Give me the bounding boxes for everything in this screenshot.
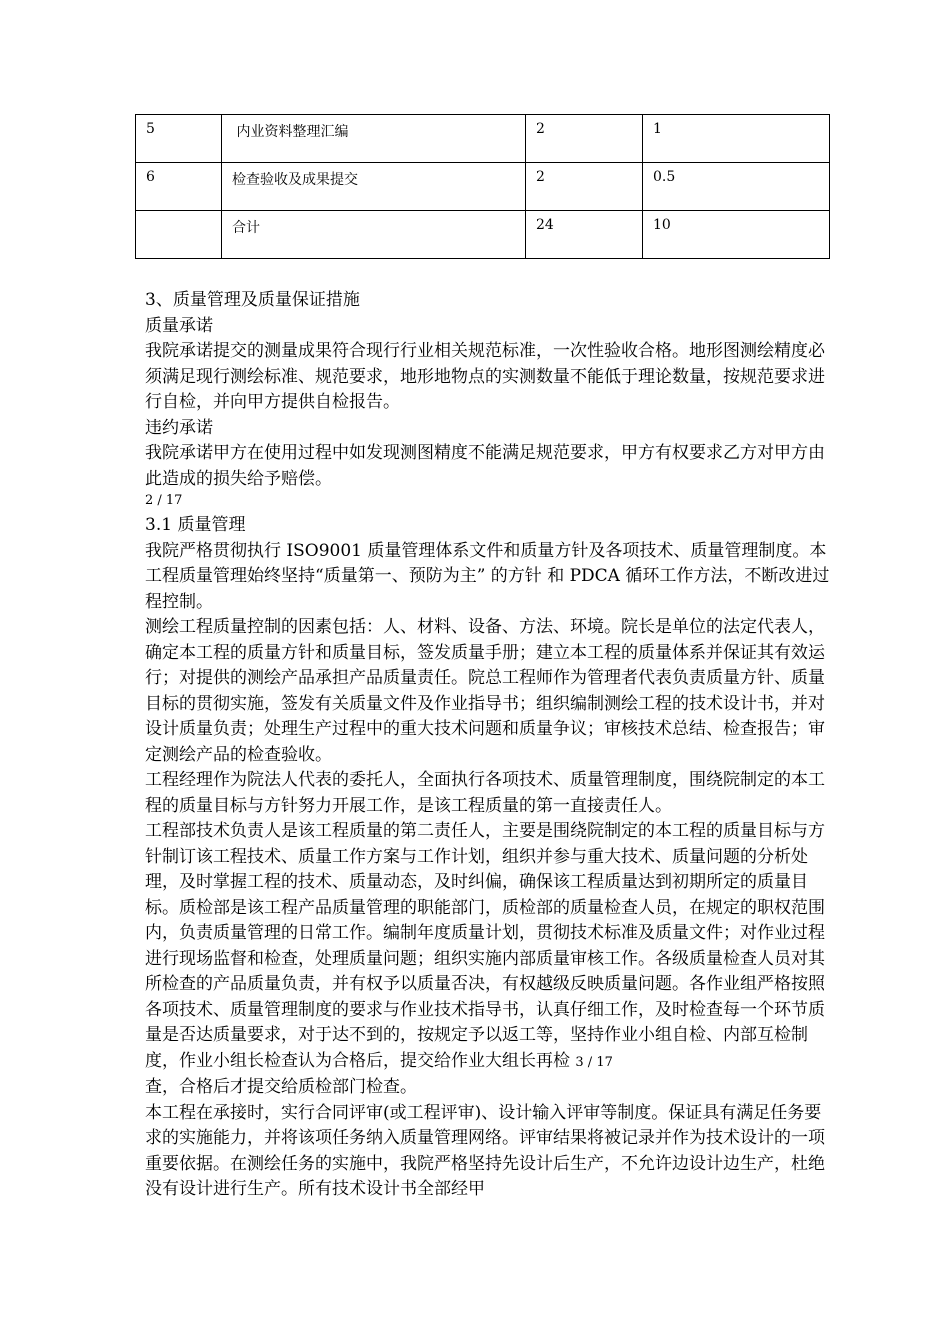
- table-cell-no: 5: [136, 115, 222, 163]
- table-cell-a: 2: [526, 115, 643, 163]
- page-number: 3 / 17: [575, 1054, 613, 1070]
- paragraph: 工程经理作为院法人代表的委托人，全面执行各项技术、质量管理制度，围绕院制定的本工程的质量目标与方针努力开展工作，是该工程质量的第一直接责任人。: [145, 770, 825, 816]
- commitment-body: 我院承诺提交的测量成果符合现行行业相关规范标准，一次性验收合格。地形图测绘精度必须满足现行测绘标准、规范要求，地形地物点的实测数量不能低于理论数量，按规范要求进行自检，并向甲方提供自检报告。: [145, 341, 825, 412]
- breach-body: 我院承诺甲方在使用过程中如发现测图精度不能满足规范要求，甲方有权要求乙方对甲方由此造成的损失给予赔偿。: [145, 443, 825, 489]
- table-cell-no: [136, 211, 222, 259]
- table-cell-a: 2: [526, 163, 643, 211]
- section-3-block: [145, 288, 835, 510]
- table-row: [136, 211, 830, 259]
- paragraph: [145, 819, 835, 1075]
- schedule-table: [135, 114, 830, 259]
- table-cell-b: 10: [643, 211, 830, 259]
- paragraph: 本工程在承接时，实行合同评审(或工程评审)、设计输入评审等制度。保证具有满足任务要求的实施能力，并将该项任务纳入质量管理网络。评审结果将被记录并作为技术设计的一项重要依据。在测绘任务的实施中，我院严格坚持先设计后生产，不允许边设计边生产，杜绝没有设计进行生产。所有技术设计书全部经甲: [145, 1102, 825, 1199]
- table-cell-task: 内业资料整理汇编: [222, 115, 526, 163]
- paragraph: 查，合格后才提交给质检部门检查。: [145, 1077, 417, 1097]
- commitment-title: 质量承诺: [145, 315, 213, 336]
- paragraph-text: 工程部技术负责人是该工程质量的第二责任人，主要是围绕院制定的本工程的质量目标与方针制订该工程技术、质量工作方案与工作计划，组织并参与重大技术、质量问题的分析处理，及时掌握工程的技术、质量动态，及时纠偏，确保该工程质量达到初期所定的质量目标。质检部是该工程产品质量管理的职能部门，质检部的质量检查人员，在规定的职权范围内，负责质量管理的日常工作。编制年度质量计划，贯彻技术标准及质量文件；对作业过程进行现场监督和检查，处理质量问题；组织实施内部质量审核工作。各级质量检查人员对其所检查的产品质量负责，并有权予以质量否决，有权越级反映质量问题。各作业组严格按照各项技术、质量管理制度的要求与作业技术指导书，认真仔细工作，及时检查每一个环节质量是否达质量要求，对于达不到的，按规定予以返工等，坚持作业小组自检、内部互检制度，作业小组长检查认为合格后，提交给作业大组长再检: [145, 821, 825, 1071]
- paragraph: 测绘工程质量控制的因素包括：人、材料、设备、方法、环境。院长是单位的法定代表人，确定本工程的质量方针和质量目标，签发质量手册；建立本工程的质量体系并保证其有效运行；对提供的测绘产品承担产品质量责任。院总工程师作为管理者代表负责质量方针、质量目标的贯彻实施，签发有关质量文件及作业指导书；组织编制测绘工程的技术设计书，并对设计质量负责；处理生产过程中的重大技术问题和质量争议；审核技术总结、检查报告；审定测绘产品的检查验收。: [145, 617, 825, 765]
- table-cell-task: 检查验收及成果提交: [222, 163, 526, 211]
- table-row: [136, 163, 830, 211]
- paragraph: 我院严格贯彻执行 ISO9001 质量管理体系文件和质量方针及各项技术、质量管理制度。本工程质量管理始终坚持“质量第一、预防为主” 的方针 和 PDCA 循环工作方法，不断改进过程控制。: [145, 540, 830, 612]
- page-number: 2 / 17: [145, 493, 183, 508]
- table-cell-a: 24: [526, 211, 643, 259]
- section-3-1-block: [145, 513, 835, 1203]
- table-row: [136, 115, 830, 163]
- section-heading: 3.1 质量管理: [145, 515, 246, 535]
- table-cell-no: 6: [136, 163, 222, 211]
- breach-title: 违约承诺: [145, 417, 213, 438]
- section-heading: 3、质量管理及质量保证措施: [145, 290, 360, 310]
- table-cell-b: 0.5: [643, 163, 830, 211]
- table-cell-b: 1: [643, 115, 830, 163]
- table-cell-task: 合计: [222, 211, 526, 259]
